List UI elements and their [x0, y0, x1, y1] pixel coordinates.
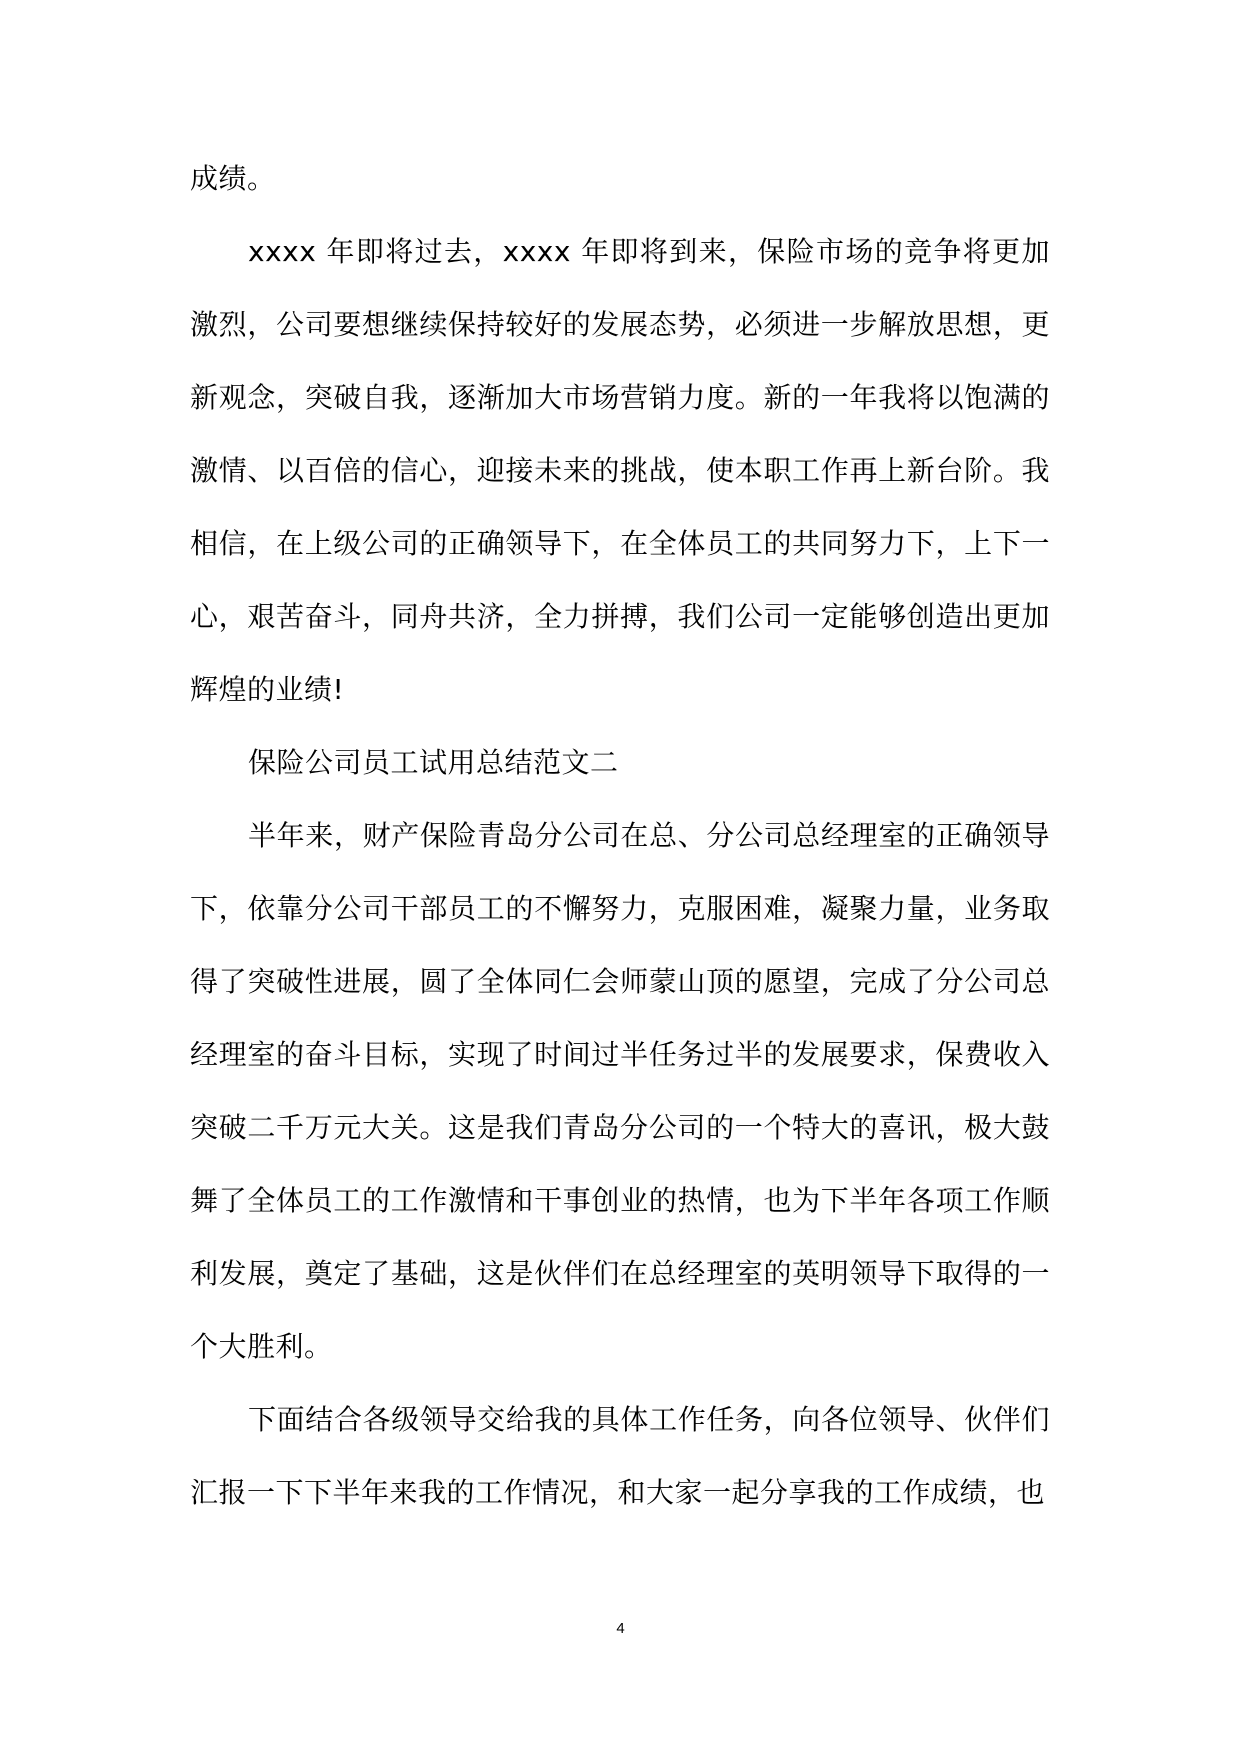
paragraph-continuation: 成绩。 [190, 162, 276, 195]
page-number: 4 [616, 1620, 625, 1637]
section-heading: 保险公司员工试用总结范文二 [248, 746, 619, 779]
paragraph-work-report: 下面结合各级领导交给我的具体工作任务，向各位领导、伙伴们汇报一下下半年来我的工作情况，和大家一起分享我的工作成绩，也 [190, 1403, 1050, 1509]
paragraph-outlook: xxxx 年即将过去，xxxx 年即将到来，保险市场的竞争将更加激烈，公司要想继续保持较好的发展态势，必须进一步解放思想，更新观念，突破自我，逐渐加大市场营销力度。新的一年我将以饱满的激情、以百倍的信心，迎接未来的挑战，使本职工作再上新台阶。我相信，在上级公司的正确领导下，在全体员工的共同努力下，上下一心，艰苦奋斗，同舟共济，全力拼搏，我们公司一定能够创造出更加辉煌的业绩! [190, 235, 1050, 706]
body-text [190, 142, 1050, 1529]
paragraph-half-year-review: 半年来，财产保险青岛分公司在总、分公司总经理室的正确领导下，依靠分公司干部员工的不懈努力，克服困难，凝聚力量，业务取得了突破性进展，圆了全体同仁会师蒙山顶的愿望，完成了分公司总经理室的奋斗目标，实现了时间过半任务过半的发展要求，保费收入突破二千万元大关。这是我们青岛分公司的一个特大的喜讯，极大鼓舞了全体员工的工作激情和干事创业的热情，也为下半年各项工作顺利发展，奠定了基础，这是伙伴们在总经理室的英明领导下取得的一个大胜利。 [190, 819, 1050, 1363]
